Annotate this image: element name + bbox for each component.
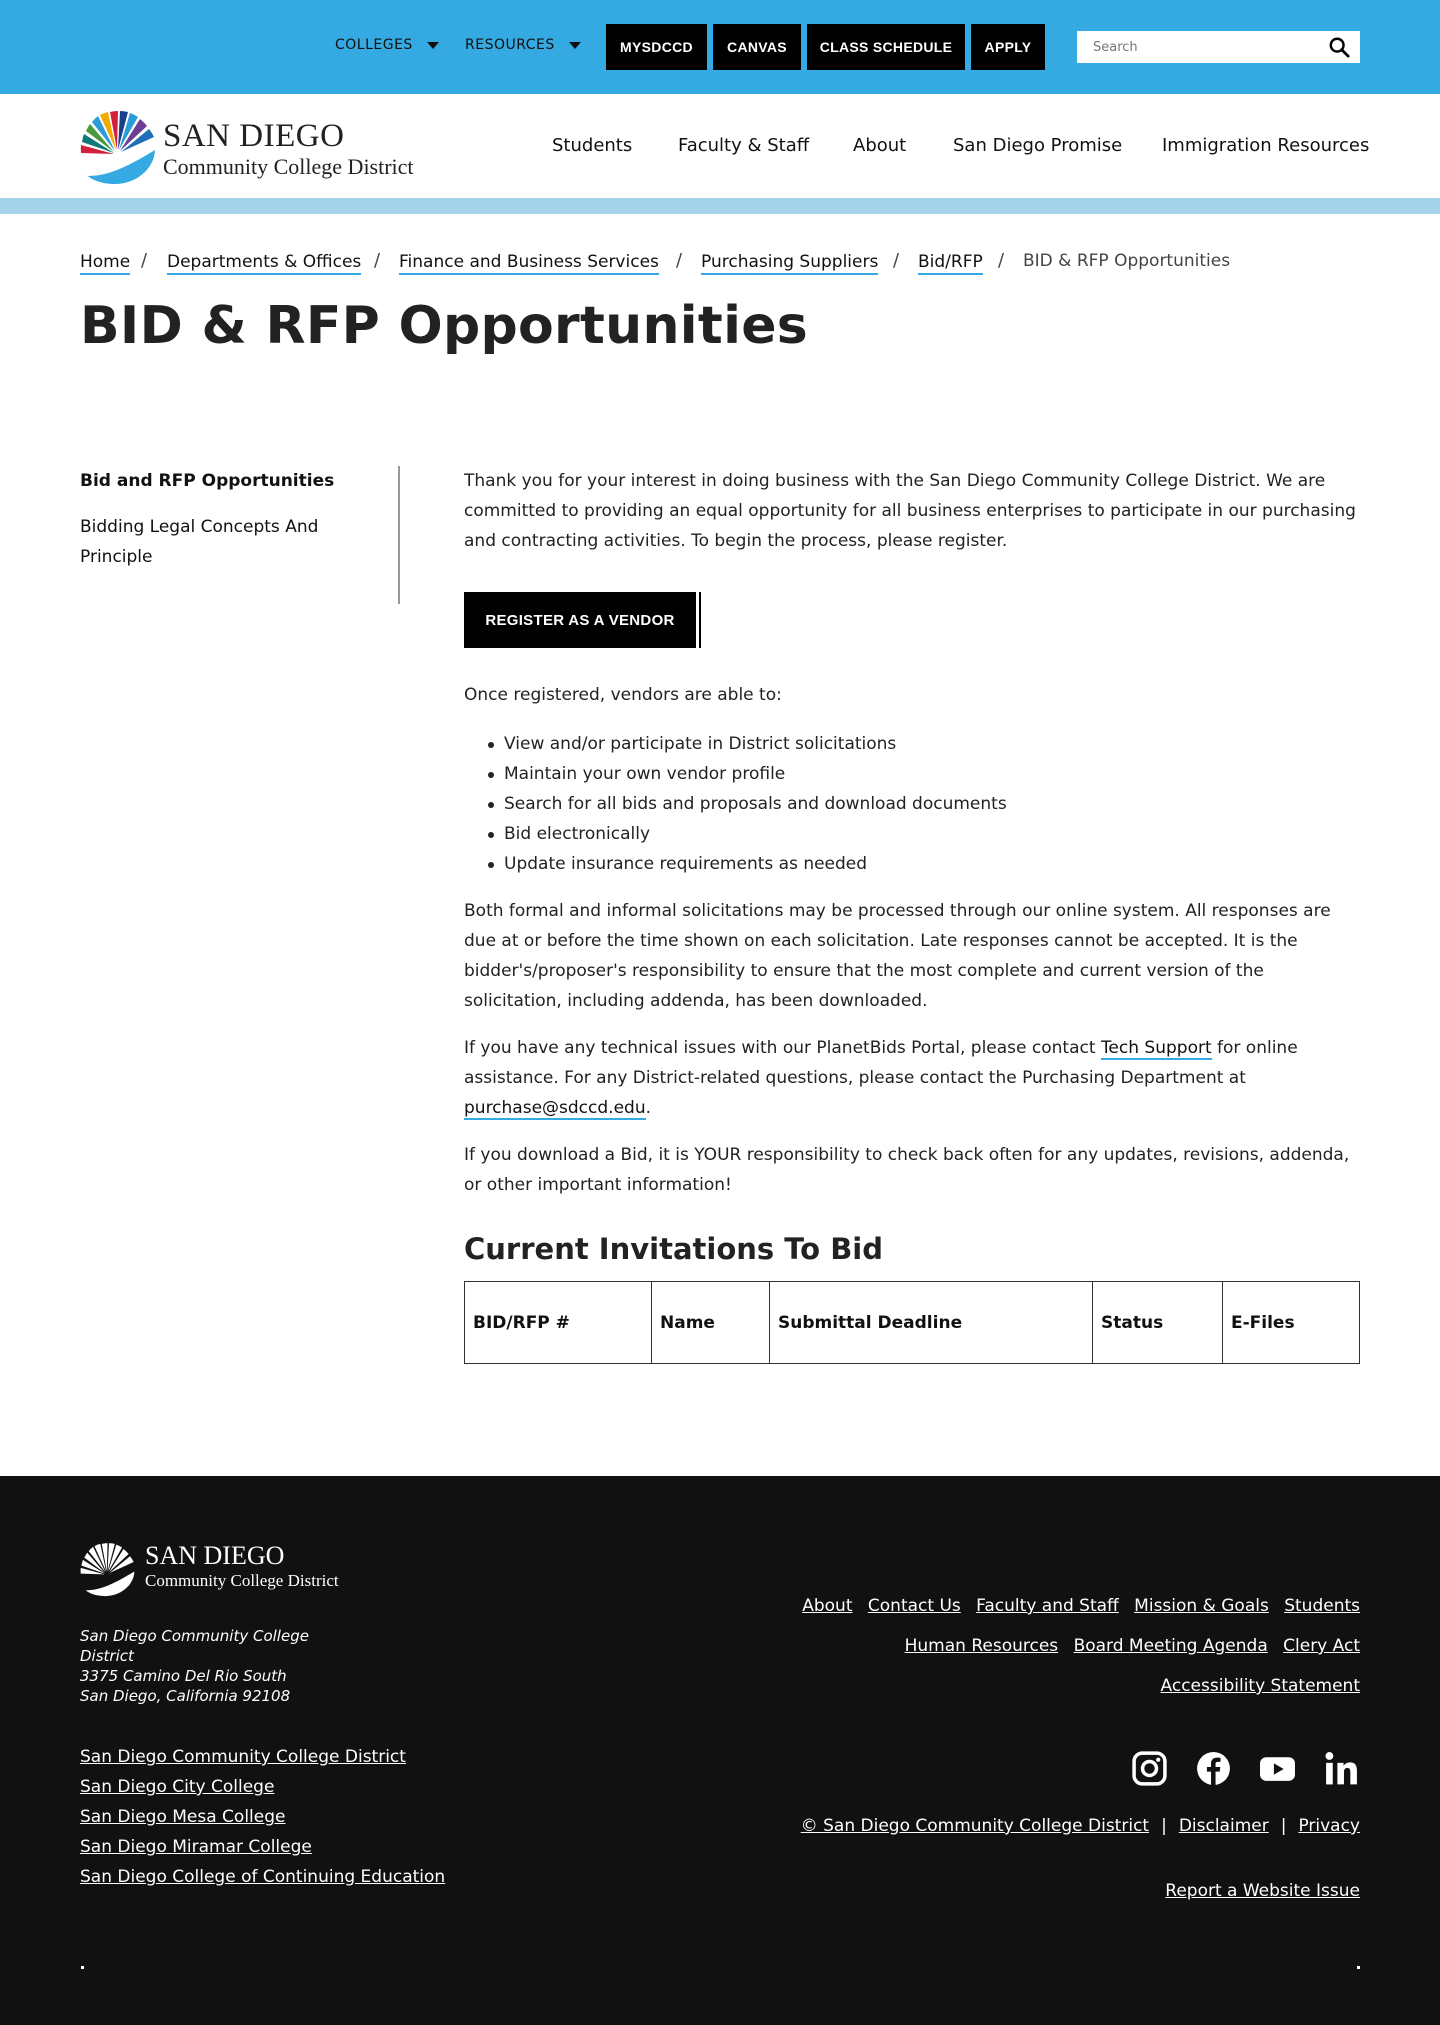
tech-text-before: If you have any technical issues with our PlanetBids Portal, please contact: [464, 1038, 1101, 1058]
registered-lead: Once registered, vendors are able to:: [464, 685, 782, 705]
footer-link-about[interactable]: About: [802, 1596, 853, 1616]
logo-title: SAN DIEGO: [163, 118, 345, 154]
sdccd-logo-icon: [80, 110, 160, 186]
breadcrumb-separator: /: [374, 250, 381, 271]
site-header: [0, 94, 1440, 198]
header-accent-band: [0, 198, 1440, 214]
report-issue: [1165, 1881, 1360, 1901]
search-box: [1077, 31, 1360, 63]
address-line: San Diego Community College District: [80, 1627, 309, 1665]
section-title: Current Invitations To Bid: [464, 1232, 883, 1266]
breadcrumb-bid-rfp[interactable]: Bid/RFP: [918, 252, 983, 275]
address-line: San Diego, California 92108: [80, 1687, 291, 1705]
site-logo[interactable]: [80, 110, 420, 186]
nav-faculty-staff[interactable]: Faculty & Staff: [678, 135, 810, 156]
report-website-issue-link[interactable]: Report a Website Issue: [1165, 1881, 1360, 1901]
caret-down-icon: [569, 42, 581, 49]
footer-link-hr[interactable]: Human Resources: [904, 1636, 1059, 1656]
site-footer: [0, 1476, 1440, 2025]
nav-students[interactable]: Students: [552, 135, 633, 156]
breadcrumb-separator: /: [893, 250, 900, 271]
footer-links-row-3: [1151, 1676, 1360, 1696]
sdccd-logo-white-icon: [80, 1541, 138, 1599]
breadcrumb-finance[interactable]: Finance and Business Services: [399, 252, 659, 275]
table-header-row: [465, 1282, 1360, 1364]
breadcrumb-separator: /: [676, 250, 683, 271]
footer-links-row-2: [895, 1636, 1360, 1656]
breadcrumb-home[interactable]: Home: [80, 252, 130, 275]
college-link-city[interactable]: San Diego City College: [80, 1777, 275, 1797]
sidebar-item-legal-concepts[interactable]: Bidding Legal Concepts And Principle: [80, 517, 319, 567]
resources-dropdown[interactable]: [465, 37, 581, 53]
table-header-efiles: E-Files: [1223, 1282, 1360, 1364]
breadcrumb-separator: /: [998, 250, 1005, 271]
class-schedule-button[interactable]: CLASS SCHEDULE: [807, 24, 965, 70]
college-link-continuing-ed[interactable]: San Diego College of Continuing Education: [80, 1867, 446, 1887]
footer-link-clery[interactable]: Clery Act: [1283, 1636, 1360, 1656]
tech-text-middle: for online assistance. For any District-related questions, please contact the Purchasing Department at: [464, 1038, 1298, 1088]
list-item: Maintain your own vendor profile: [504, 759, 1007, 789]
breadcrumb-departments[interactable]: Departments & Offices: [167, 252, 361, 275]
address-line: 3375 Camino Del Rio South: [80, 1667, 287, 1685]
footer-dot: [1357, 1966, 1360, 1969]
list-item: Bid electronically: [504, 819, 1007, 849]
mysdccd-button[interactable]: MYSDCCD: [606, 24, 707, 70]
purchase-email-link[interactable]: purchase@sdccd.edu: [464, 1098, 646, 1118]
list-item: Search for all bids and proposals and download documents: [504, 789, 1007, 819]
apply-button[interactable]: APPLY: [971, 24, 1045, 70]
footer-logo-subtitle: Community College District: [145, 1571, 339, 1590]
list-item: Update insurance requirements as needed: [504, 849, 1007, 879]
side-navigation: [80, 466, 380, 572]
instagram-icon[interactable]: [1131, 1750, 1168, 1787]
invitations-table: [464, 1281, 1360, 1364]
table-header-bid-number: BID/RFP #: [465, 1282, 652, 1364]
nav-about[interactable]: About: [853, 135, 907, 156]
breadcrumb-purchasing[interactable]: Purchasing Suppliers: [701, 252, 878, 275]
legal-separator: |: [1280, 1816, 1287, 1836]
register-vendor-button[interactable]: REGISTER AS A VENDOR: [464, 592, 696, 648]
social-links: [1131, 1750, 1360, 1787]
tech-text-end: .: [645, 1098, 652, 1118]
colleges-label: COLLEGES: [335, 37, 413, 53]
sidebar-divider: [398, 466, 400, 604]
footer-logo-title: SAN DIEGO: [145, 1541, 285, 1570]
intro-paragraph: Thank you for your interest in doing business with the San Diego Community College District. We are committed to providing an equal opportunity for all business enterprises to participate in our purchasing and contracting activities. To begin the process, please register.: [464, 471, 1356, 551]
footer-link-accessibility[interactable]: Accessibility Statement: [1160, 1676, 1360, 1696]
privacy-link[interactable]: Privacy: [1298, 1816, 1360, 1836]
logo-subtitle: Community College District: [163, 154, 414, 179]
page-title: BID & RFP Opportunities: [80, 296, 809, 356]
canvas-button[interactable]: CANVAS: [713, 24, 801, 70]
tech-support-paragraph: [464, 1033, 1360, 1123]
vendor-capabilities-list: [504, 729, 1007, 879]
caret-down-icon: [427, 42, 439, 49]
colleges-dropdown[interactable]: [335, 37, 439, 53]
youtube-icon[interactable]: [1259, 1750, 1296, 1787]
footer-link-students[interactable]: Students: [1284, 1596, 1360, 1616]
linkedin-icon[interactable]: [1323, 1750, 1360, 1787]
table-header-name: Name: [652, 1282, 770, 1364]
download-paragraph: If you download a Bid, it is YOUR responsibility to check back often for any updates, revisions, addenda, or other important information!: [464, 1145, 1350, 1195]
footer-link-faculty-staff[interactable]: Faculty and Staff: [976, 1596, 1119, 1616]
college-link-miramar[interactable]: San Diego Miramar College: [80, 1837, 312, 1857]
solicitations-paragraph: Both formal and informal solicitations may be processed through our online system. All responses are due at or before the time shown on each solicitation. Late responses cannot be accepted. It is the bidder's/proposer's responsibility to ensure that the most complete and current version of the solicitation, including addenda, has been downloaded.: [464, 901, 1331, 1011]
college-link-mesa[interactable]: San Diego Mesa College: [80, 1807, 286, 1827]
resources-label: RESOURCES: [465, 37, 555, 53]
disclaimer-link[interactable]: Disclaimer: [1178, 1816, 1269, 1836]
table-header-status: Status: [1093, 1282, 1223, 1364]
search-icon[interactable]: [1328, 36, 1350, 58]
list-item: View and/or participate in District solicitations: [504, 729, 1007, 759]
sidebar-item-bid-rfp[interactable]: Bid and RFP Opportunities: [80, 471, 335, 491]
footer-links-row-1: [792, 1596, 1360, 1616]
footer-link-contact[interactable]: Contact Us: [867, 1596, 961, 1616]
copyright-link[interactable]: © San Diego Community College District: [800, 1816, 1150, 1836]
legal-links: [801, 1816, 1360, 1836]
nav-immigration-resources[interactable]: Immigration Resources: [1162, 135, 1370, 156]
footer-dot: [81, 1966, 84, 1969]
utility-bar: [0, 0, 1440, 94]
college-links: [80, 1742, 445, 1892]
footer-link-board-agenda[interactable]: Board Meeting Agenda: [1073, 1636, 1268, 1656]
college-link-district[interactable]: San Diego Community College District: [80, 1747, 406, 1767]
tech-support-link[interactable]: Tech Support: [1100, 1038, 1212, 1058]
breadcrumb-separator: /: [141, 250, 148, 271]
facebook-icon[interactable]: [1195, 1750, 1232, 1787]
nav-san-diego-promise[interactable]: San Diego Promise: [953, 135, 1123, 156]
search-input[interactable]: [1077, 32, 1317, 62]
breadcrumb-current: BID & RFP Opportunities: [1023, 251, 1231, 271]
footer-link-mission[interactable]: Mission & Goals: [1134, 1596, 1269, 1616]
legal-separator: |: [1161, 1816, 1167, 1836]
table-header-deadline: Submittal Deadline: [770, 1282, 1093, 1364]
footer-logo[interactable]: [80, 1541, 340, 1601]
district-address: [80, 1626, 340, 1706]
